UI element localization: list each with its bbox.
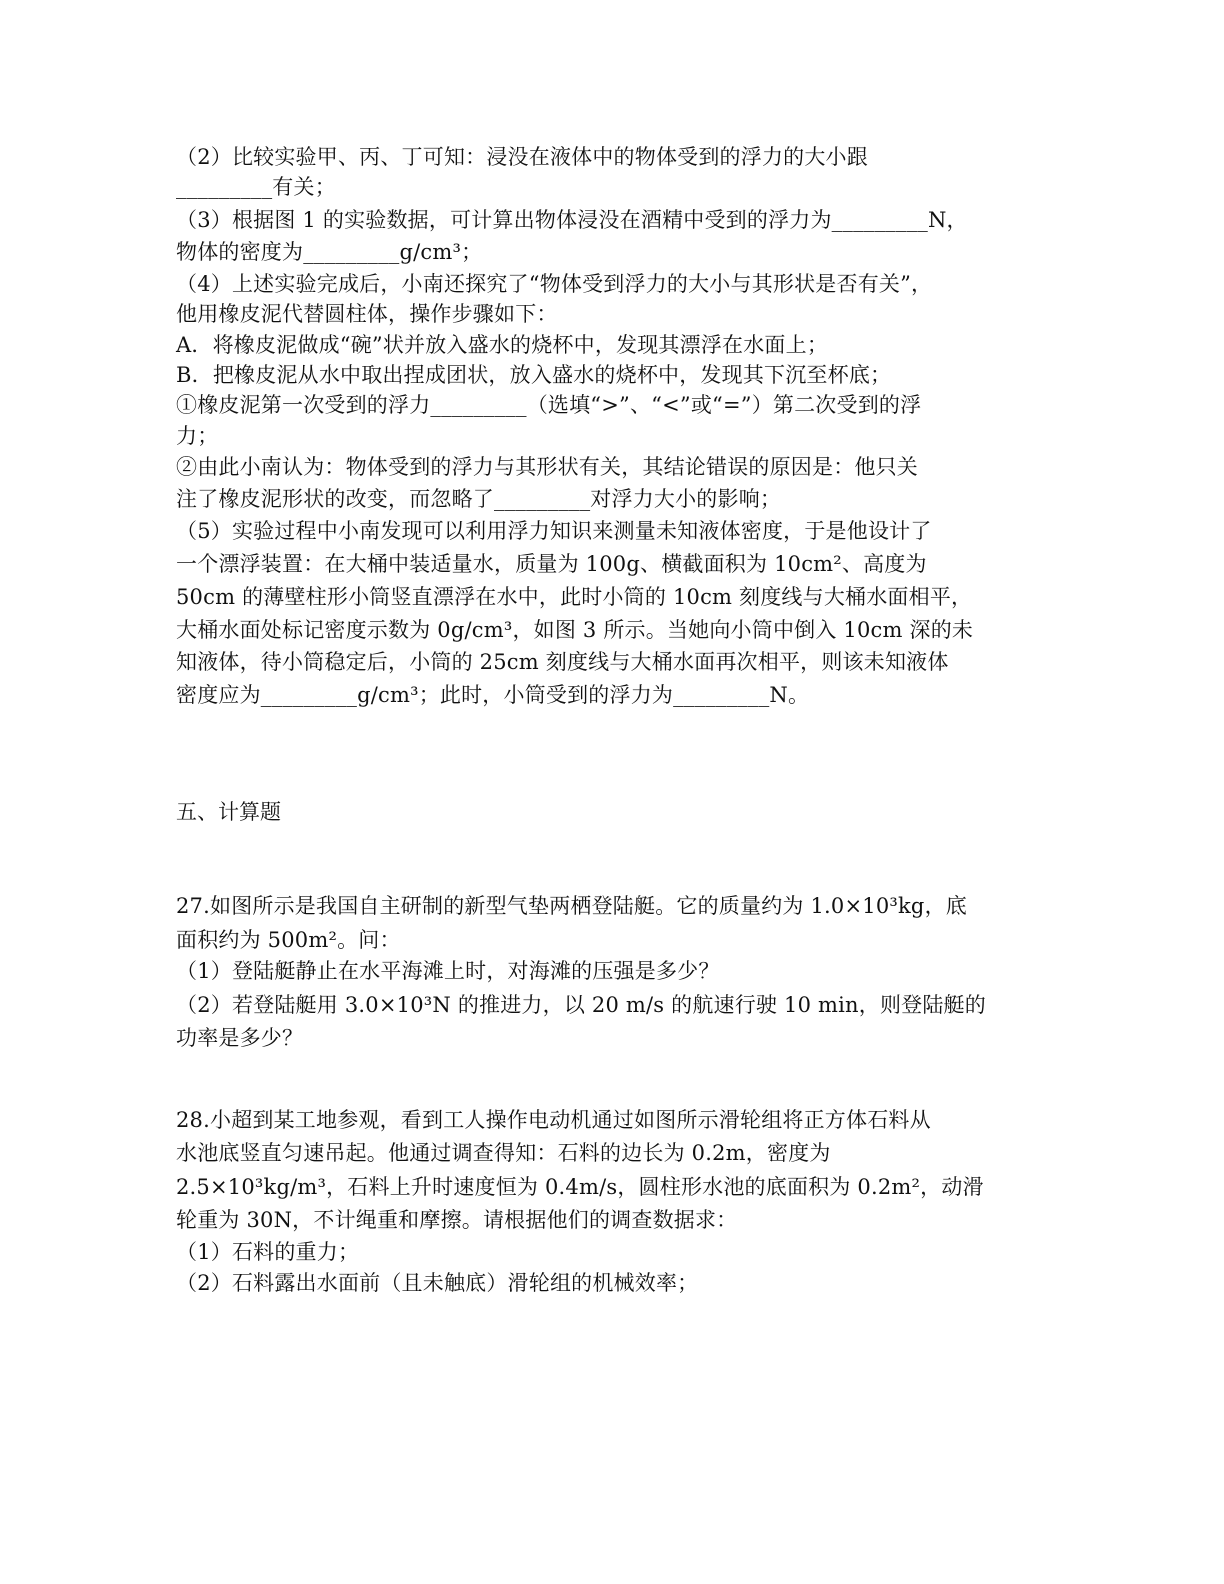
text-line: ①橡皮泥第一次受到的浮力_________（选填“>”、“<”或“=”）第二次受到的浮: [176, 393, 922, 417]
text-line: ②由此小南认为：物体受到的浮力与其形状有关，其结论错误的原因是：他只关: [176, 455, 918, 479]
question-28-line: 2.5×10³kg/m³，石料上升时速度恒为 0.4m/s，圆柱形水池的底面积为 0.2m²，动滑: [176, 1175, 984, 1199]
text-line: _________有关；: [176, 175, 336, 199]
text-line: （3）根据图 1 的实验数据，可计算出物体浸没在酒精中受到的浮力为_________N，: [176, 208, 968, 232]
question-28-line: （1）石料的重力；: [176, 1240, 360, 1264]
text-line: 一个漂浮装置：在大桶中装适量水，质量为 100g、横截面积为 10cm²、高度为: [176, 552, 927, 576]
question-27-line: 面积约为 500m²。问：: [176, 928, 401, 952]
text-line: B．把橡皮泥从水中取出捏成团状，放入盛水的烧杯中，发现其下沉至杯底；: [176, 363, 892, 387]
question-27-line: 功率是多少？: [176, 1026, 304, 1050]
question-28-line: （2）石料露出水面前（且未触底）滑轮组的机械效率；: [176, 1271, 699, 1295]
text-line: 物体的密度为_________g/cm³；: [176, 240, 483, 264]
text-line: A．将橡皮泥做成“碗”状并放入盛水的烧杯中，发现其漂浮在水面上；: [176, 333, 829, 357]
section-title: 五、计算题: [176, 800, 281, 824]
text-line: 知液体，待小筒稳定后，小筒的 25cm 刻度线与大桶水面再次相平，则该未知液体: [176, 650, 949, 674]
text-line: （5）实验过程中小南发现可以利用浮力知识来测量未知液体密度，于是他设计了: [176, 519, 932, 543]
question-27-line: （2）若登陆艇用 3.0×10³N 的推进力，以 20 m/s 的航速行驶 10 min，则登陆艇的: [176, 993, 986, 1017]
question-28-line: 轮重为 30N，不计绳重和摩擦。请根据他们的调查数据求：: [176, 1208, 738, 1232]
text-line: 50cm 的薄壁柱形小筒竖直漂浮在水中，此时小筒的 10cm 刻度线与大桶水面相平，: [176, 585, 973, 609]
text-line: 力；: [176, 424, 219, 448]
text-line: （4）上述实验完成后，小南还探究了“物体受到浮力的大小与其形状是否有关”，: [176, 272, 933, 296]
text-line: 他用橡皮泥代替圆柱体，操作步骤如下：: [176, 302, 558, 326]
question-27-line: （1）登陆艇静止在水平海滩上时，对海滩的压强是多少？: [176, 959, 720, 983]
question-28-line: 水池底竖直匀速吊起。他通过调查得知：石料的边长为 0.2m，密度为: [176, 1141, 831, 1165]
text-line: 大桶水面处标记密度示数为 0g/cm³，如图 3 所示。当她向小筒中倒入 10cm 深的未: [176, 618, 974, 642]
text-line: 密度应为_________g/cm³；此时，小筒受到的浮力为_________N。: [176, 683, 810, 707]
question-28-line: 28.小超到某工地参观，看到工人操作电动机通过如图所示滑轮组将正方体石料从: [176, 1108, 931, 1132]
text-line: （2）比较实验甲、丙、丁可知：浸没在液体中的物体受到的浮力的大小跟: [176, 145, 868, 169]
question-27-line: 27.如图所示是我国自主研制的新型气垫两栖登陆艇。它的质量约为 1.0×10³kg，底: [176, 894, 967, 918]
text-line: 注了橡皮泥形状的改变，而忽略了_________对浮力大小的影响；: [176, 487, 782, 511]
